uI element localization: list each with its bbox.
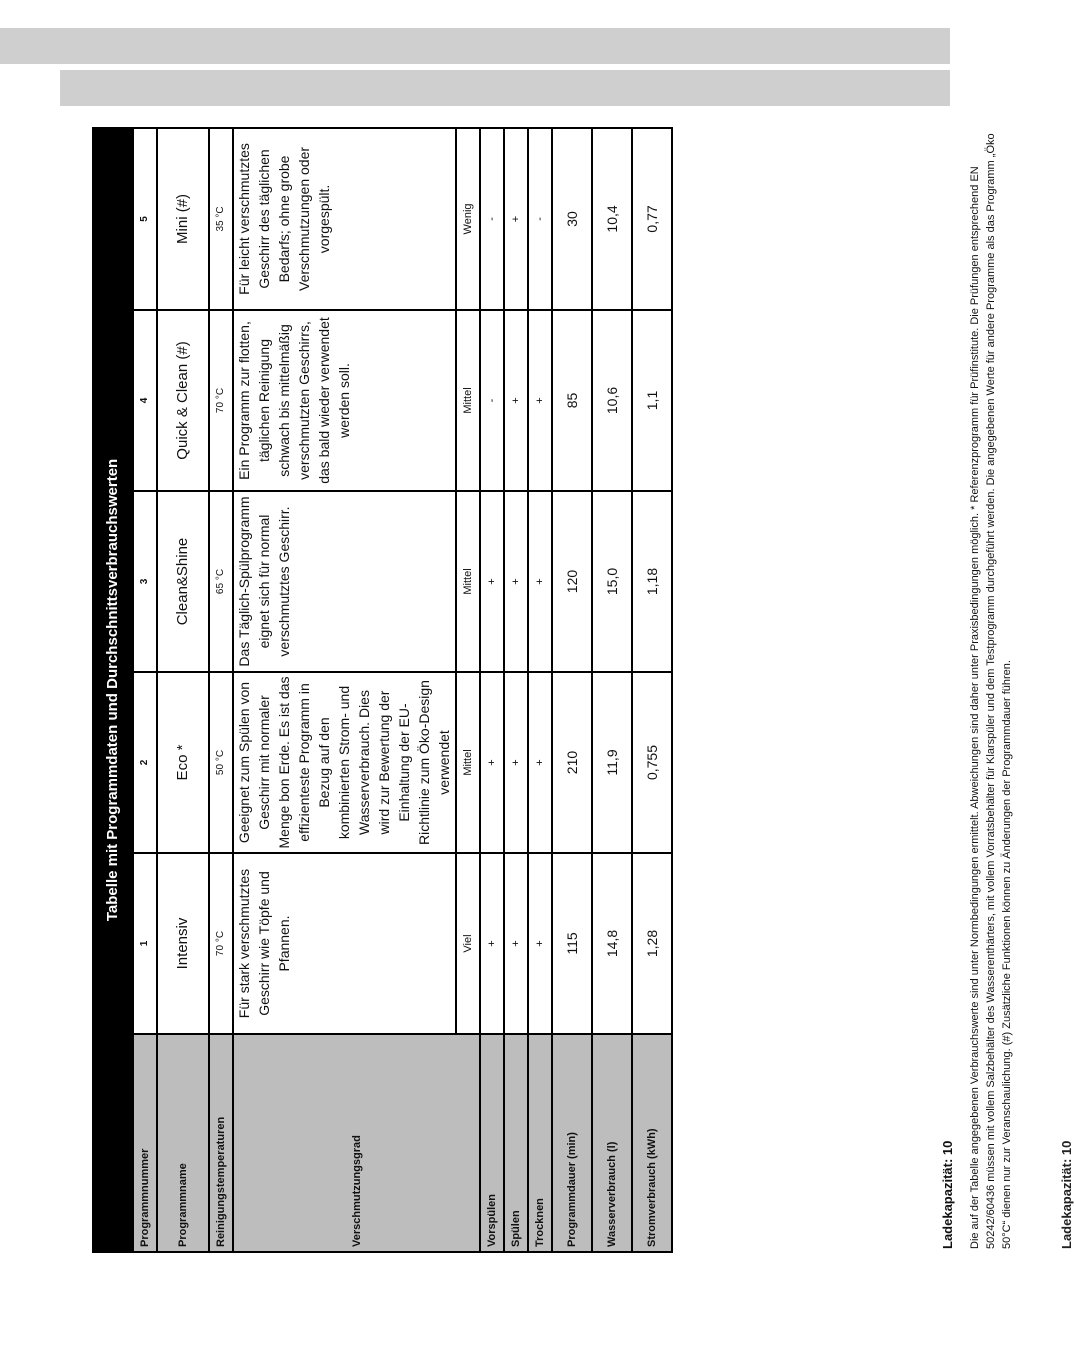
program-name-2: Eco * <box>157 672 209 853</box>
prewash-5: - <box>480 128 504 310</box>
label-program-number: Programmnummer <box>133 1034 157 1252</box>
description-3: Das Täglich-Spülprogramm eignet sich für normal verschmutztes Geschirr. <box>233 491 456 672</box>
program-number-5: 5 <box>133 128 157 310</box>
prewash-2: + <box>480 672 504 853</box>
row-wash <box>504 128 528 1252</box>
temp-2: 50 °C <box>209 672 233 853</box>
program-name-5: Mini (#) <box>157 128 209 310</box>
description-1: Für stark verschmutztes Geschirr wie Töpfe und Pfannen. <box>233 853 456 1034</box>
row-power <box>632 128 672 1252</box>
description-4: Ein Programm zur flotten, täglichen Reinigung schwach bis mittelmäßig verschmutzten Geschirrs, das bald wieder verwendet werden soll. <box>233 310 456 491</box>
program-data-table <box>92 127 673 1253</box>
row-water <box>592 128 632 1252</box>
row-program-name <box>157 128 209 1252</box>
label-water: Wasserverbrauch (l) <box>592 1034 632 1252</box>
program-name-1: Intensiv <box>157 853 209 1034</box>
soil-1: Viel <box>456 853 480 1034</box>
notes-section <box>930 129 1074 1249</box>
table-title: Tabelle mit Programmdaten und Durchschnittsverbrauchswerten <box>93 128 133 1252</box>
wash-1: + <box>504 853 528 1034</box>
water-2: 11,9 <box>592 672 632 853</box>
dry-4: + <box>528 310 552 491</box>
row-program-number <box>133 128 157 1252</box>
power-4: 1,1 <box>632 310 672 491</box>
description-2: Geeignet zum Spülen von Geschirr mit normaler Menge bon Erde. Es ist das effizienteste Programm in Bezug auf den kombinierten Strom- und Wasserverbrauch. Dies wird zur Bewertung der Einhaltung der EU-Richtlinie zum Öko-Design verwendet <box>233 672 456 853</box>
program-number-2: 2 <box>133 672 157 853</box>
power-3: 1,18 <box>632 491 672 672</box>
label-power: Stromverbrauch (kWh) <box>632 1034 672 1252</box>
program-name-4: Quick & Clean (#) <box>157 310 209 491</box>
label-prewash: Vorspülen <box>480 1034 504 1252</box>
power-2: 0,755 <box>632 672 672 853</box>
dry-5: - <box>528 128 552 310</box>
temp-5: 35 °C <box>209 128 233 310</box>
row-temperature <box>209 128 233 1252</box>
soil-4: Mittel <box>456 310 480 491</box>
water-1: 14,8 <box>592 853 632 1034</box>
temp-4: 70 °C <box>209 310 233 491</box>
wash-3: + <box>504 491 528 672</box>
program-number-4: 4 <box>133 310 157 491</box>
program-name-3: Clean&Shine <box>157 491 209 672</box>
water-5: 10,4 <box>592 128 632 310</box>
prewash-3: + <box>480 491 504 672</box>
duration-2: 210 <box>552 672 592 853</box>
soil-3: Mittel <box>456 491 480 672</box>
label-soil-level: Verschmutzungsgrad <box>233 1034 480 1252</box>
label-temperature: Reinigungstemperaturen <box>209 1034 233 1252</box>
table-title-row <box>93 128 133 1252</box>
soil-2: Mittel <box>456 672 480 853</box>
wash-4: + <box>504 310 528 491</box>
wash-5: + <box>504 128 528 310</box>
duration-4: 85 <box>552 310 592 491</box>
load-capacity-repeat: Ladekapazität: 10 <box>1059 1140 1074 1249</box>
description-5: Für leicht verschmutztes Geschirr des täglichen Bedarfs; ohne grobe Verschmutzungen oder vorgespült. <box>233 128 456 310</box>
water-4: 10,6 <box>592 310 632 491</box>
program-number-3: 3 <box>133 491 157 672</box>
header-band-top <box>0 28 950 64</box>
dry-1: + <box>528 853 552 1034</box>
program-number-1: 1 <box>133 853 157 1034</box>
label-wash: Spülen <box>504 1034 528 1252</box>
wash-2: + <box>504 672 528 853</box>
soil-5: Wenig <box>456 128 480 310</box>
row-prewash <box>480 128 504 1252</box>
power-1: 1,28 <box>632 853 672 1034</box>
row-duration <box>552 128 592 1252</box>
power-5: 0,77 <box>632 128 672 310</box>
header-band-second <box>60 70 950 106</box>
load-capacity: Ladekapazität: 10 <box>940 1140 955 1249</box>
duration-5: 30 <box>552 128 592 310</box>
rotated-page-content <box>92 129 1074 1253</box>
duration-1: 115 <box>552 853 592 1034</box>
row-description <box>233 128 456 1252</box>
label-dry: Trocknen <box>528 1034 552 1252</box>
prewash-4: - <box>480 310 504 491</box>
footnote-text: Die auf der Tabelle angegebenen Verbrauchswerte sind unter Normbedingungen ermittelt. Abweichungen sind daher unter Praxisbedingungen möglich. * Referenzprogramm für Prüfinstitute. Die Prüfungen entsprechend EN 50242/60436 müssen mit vollem Salzbehälter des Wasserenthärters, mit vollem Vorratsbehälter für Klarspüler und dem Testprogramm durchgeführt werden. Die angegebenen Werte für andere Programme als das Programm „Öko 50°C“ dienen nur zur Veranschaulichung. (#) Zusätzliche Funktionen können zu Änderungen der Programmdauer führen. <box>969 133 1013 1249</box>
temp-3: 65 °C <box>209 491 233 672</box>
water-3: 15,0 <box>592 491 632 672</box>
label-program-name: Programmname <box>157 1034 209 1252</box>
row-dry <box>528 128 552 1252</box>
duration-3: 120 <box>552 491 592 672</box>
prewash-1: + <box>480 853 504 1034</box>
dry-2: + <box>528 672 552 853</box>
temp-1: 70 °C <box>209 853 233 1034</box>
label-duration: Programmdauer (min) <box>552 1034 592 1252</box>
dry-3: + <box>528 491 552 672</box>
